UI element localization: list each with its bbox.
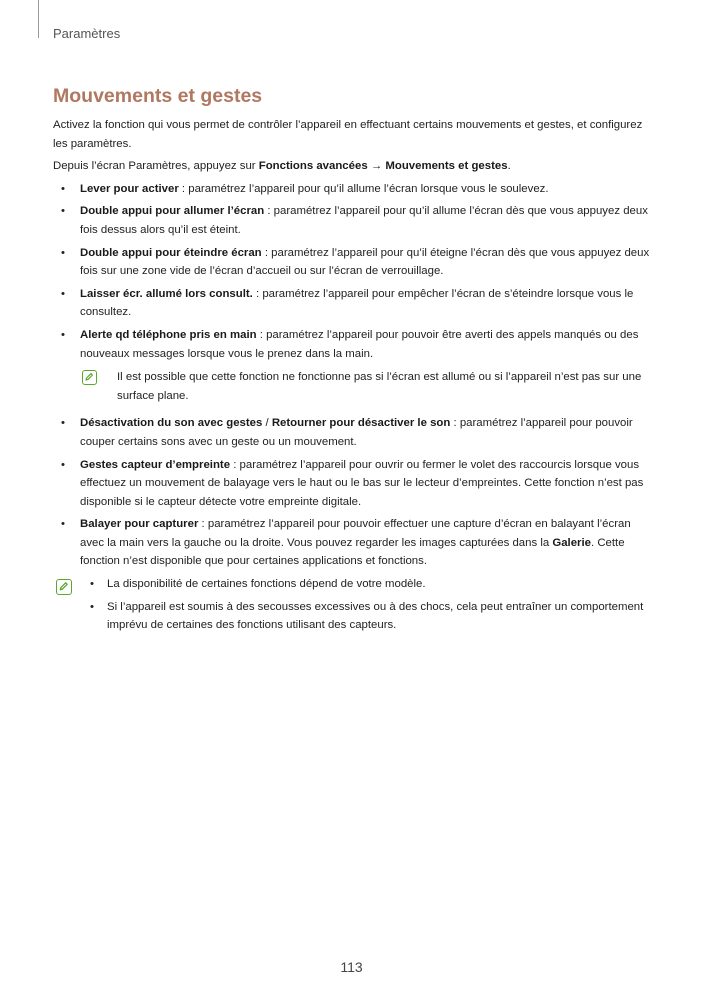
inline-note [80, 368, 653, 405]
list-item [53, 326, 653, 405]
setting-description: : paramétrez l’appareil pour qu’il éteigne l’écran dès que vous appuyez deux fois sur une zone vide de l’écran d’accueil ou sur l’écran de verrouillage. [80, 246, 650, 278]
navigation-path: Depuis l’écran Paramètres, appuyez sur Fonctions avancées → Mouvements et gestes. [53, 160, 511, 173]
setting-name: Alerte qd téléphone pris en main [80, 328, 257, 341]
gallery-app-name: Galerie [552, 536, 591, 549]
setting-description: : paramétrez l’appareil pour empêcher l’écran de s’éteindre lorsque vous le consultez. [80, 287, 634, 319]
setting-description: : paramétrez l’appareil pour ouvrir ou fermer le volet des raccourcis lorsque vous effectuez un mouvement de balayage vers le haut ou le bas sur le lecteur d’empreintes. Cette fonction n’est pas disponible si le capteur détecte votre empreinte digitale. [80, 458, 644, 508]
note-item: • Si l’appareil est soumis à des secousses excessives ou à des chocs, cela peut entraîner un comportement imprévu de certaines des fonctions utilisant des capteurs. [89, 598, 653, 635]
list-item: • Balayer pour capturer : paramétrez l’appareil pour pouvoir effectuer une capture d’écran en balayant l’écran avec la main vers la gauche ou la droite. Vous pouvez regarder les images capturées dans la Galerie. Cette fonction n’est disponible que pour certaines applications et fonctions. [53, 515, 653, 571]
list-item [53, 456, 653, 512]
list-item [53, 202, 653, 239]
bullet: • [61, 328, 65, 341]
bottom-note [53, 575, 653, 635]
setting-name: Double appui pour allumer l’écran [80, 205, 265, 218]
list-item: • Désactivation du son avec gestes / Retourner pour désactiver le son : paramétrez l’appareil pour pouvoir couper certains sons avec un geste ou un mouvement. [53, 414, 653, 451]
setting-description: : paramétrez l’appareil pour pouvoir couper certains sons avec un geste ou un mouvement. [80, 417, 633, 448]
setting-name: Balayer pour capturer [80, 518, 199, 531]
list-item [53, 244, 653, 281]
bullet: • [90, 578, 94, 591]
setting-description: : paramétrez l’appareil pour qu’il allume l’écran lorsque vous le soulevez. [178, 182, 549, 195]
note-list [89, 575, 653, 635]
setting-name: Double appui pour éteindre écran [80, 246, 262, 259]
page-edge-line [38, 0, 39, 38]
path-step-2: Mouvements et gestes [385, 160, 508, 173]
path-step-1: Fonctions avancées [258, 160, 368, 173]
bullet: • [61, 518, 65, 531]
section-body [53, 116, 653, 639]
note-item: • La disponibilité de certaines fonctions dépend de votre modèle. [89, 575, 653, 594]
setting-name-alt: Retourner pour désactiver le son [271, 417, 451, 430]
setting-name: Gestes capteur d’empreinte [80, 458, 231, 471]
bullet: • [61, 246, 65, 259]
running-head: Paramètres [53, 26, 121, 41]
list-item [53, 180, 653, 199]
bullet: • [61, 458, 65, 471]
section-title: Mouvements et gestes [53, 85, 263, 107]
setting-name: Laisser écr. allumé lors consult. [80, 287, 253, 300]
setting-description: : paramétrez l’appareil pour pouvoir être averti des appels manqués ou des nouveaux messages lorsque vous le prenez dans la main. [80, 328, 639, 360]
intro-paragraph: Activez la fonction qui vous permet de contrôler l’appareil en effectuant certains mouvements et gestes, et configurez les paramètres. [53, 119, 643, 150]
bullet: • [61, 287, 65, 300]
settings-list [53, 180, 653, 571]
setting-name: Lever pour activer [80, 182, 179, 195]
list-item [53, 285, 653, 322]
setting-description: : paramétrez l’appareil pour pouvoir effectuer une capture d’écran en balayant l’écran avec la main vers la gauche ou la droite. Vous pouvez regarder les images capturées dans la [80, 518, 631, 549]
note-pencil-icon [56, 579, 72, 595]
setting-description: : paramétrez l’appareil pour qu’il allume l’écran dès que vous appuyez deux fois dessus alors qu’il est éteint. [80, 205, 648, 236]
inline-note-text: Il est possible que cette fonction ne fonctionne pas si l’écran est allumé ou si l’appareil n’est pas sur une surface plane. [117, 371, 642, 402]
page-number: 113 [340, 959, 363, 975]
bullet: • [61, 182, 65, 195]
note-pencil-icon [82, 370, 97, 385]
bullet: • [61, 417, 65, 430]
bullet: • [61, 205, 65, 218]
setting-name: Désactivation du son avec gestes [80, 417, 263, 430]
bullet: • [90, 600, 94, 613]
